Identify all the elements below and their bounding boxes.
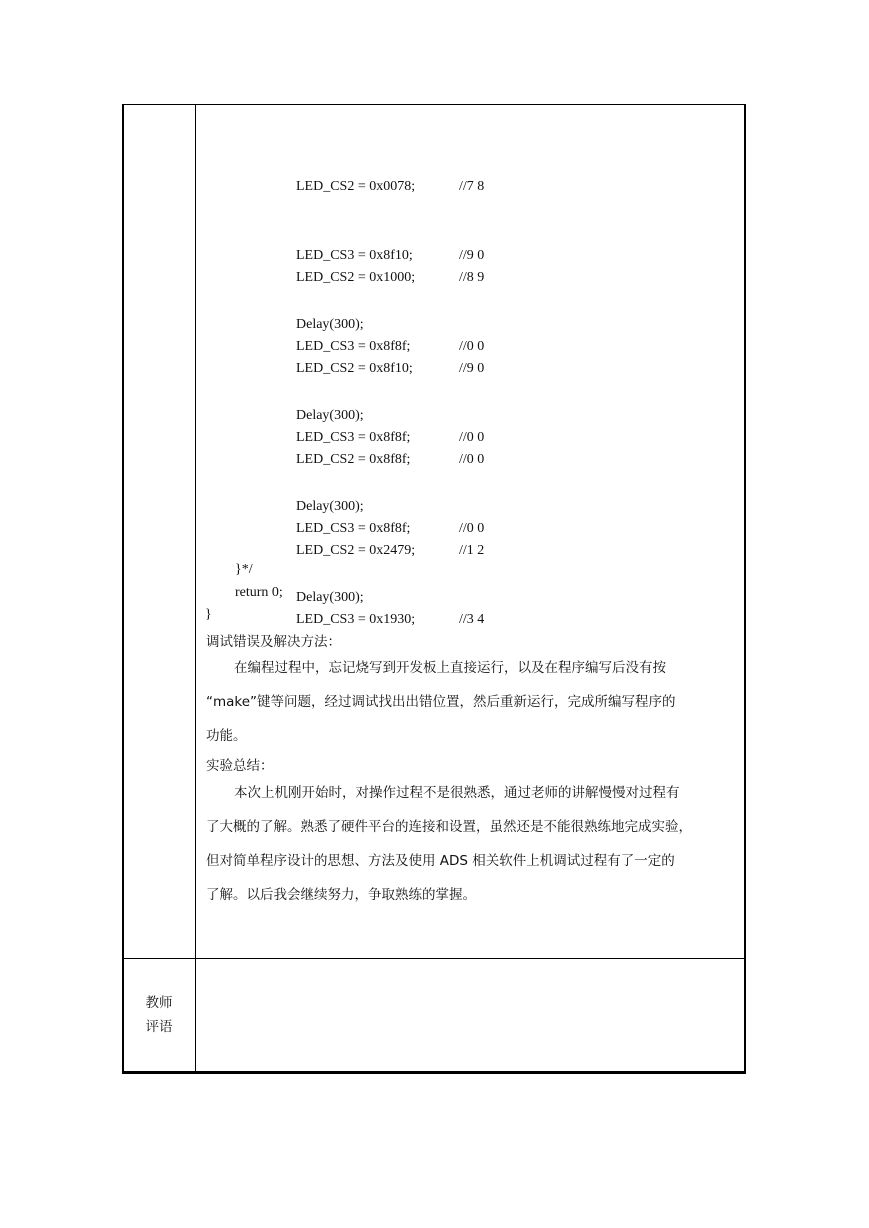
paragraph-line: 了解。以后我会继续努力，争取熟练的掌握。 bbox=[206, 887, 476, 903]
teacher-comment-label: 教师 评语 bbox=[145, 995, 173, 1035]
code-line: LED_CS3 = 0x8f8f; //0 0 bbox=[296, 339, 485, 354]
code-line: LED_CS2 = 0x8f8f; //0 0 bbox=[296, 452, 485, 467]
code-line: LED_CS3 = 0x8f8f; //0 0 bbox=[296, 430, 485, 445]
paragraph-line: 功能。 bbox=[206, 728, 247, 744]
summary-heading: 实验总结： bbox=[206, 758, 274, 774]
paragraph-line: 本次上机刚开始时，对操作过程不是很熟悉，通过老师的讲解慢慢对过程有 bbox=[234, 785, 680, 801]
debug-paragraph bbox=[206, 651, 736, 753]
return-statement: return 0; bbox=[235, 585, 283, 600]
code-line: LED_CS3 = 0x8f10; //9 0 bbox=[296, 248, 485, 263]
paragraph-line: 但对简单程序设计的思想、方法及使用 ADS 相关软件上机调试过程有了一定的 bbox=[206, 853, 675, 869]
code-line: LED_CS2 = 0x8f10; //9 0 bbox=[296, 361, 485, 376]
paragraph-line: 在编程过程中，忘记烧写到开发板上直接运行，以及在程序编写后没有按 bbox=[234, 660, 666, 676]
code-line: Delay(300); bbox=[296, 317, 364, 332]
debug-heading: 调试错误及解决方法： bbox=[206, 634, 341, 650]
code-line: LED_CS2 = 0x1000; //8 9 bbox=[296, 270, 485, 285]
row-divider bbox=[122, 958, 746, 959]
paragraph-line: “make”键等问题，经过调试找出出错位置，然后重新运行，完成所编写程序的 bbox=[206, 694, 676, 710]
comment-close: }*/ bbox=[235, 562, 253, 577]
code-line: LED_CS3 = 0x8f8f; //0 0 bbox=[296, 521, 485, 536]
code-line: LED_CS3 = 0x1930; //3 4 bbox=[296, 612, 485, 627]
code-line: LED_CS2 = 0x0078; //7 8 bbox=[296, 179, 485, 194]
code-line: Delay(300); bbox=[296, 408, 364, 423]
column-divider bbox=[195, 104, 196, 1072]
closing-brace: } bbox=[205, 607, 212, 622]
teacher-comment-content bbox=[206, 970, 736, 1066]
code-line: Delay(300); bbox=[296, 499, 364, 514]
code-line: Delay(300); bbox=[296, 590, 364, 605]
summary-paragraph bbox=[206, 776, 736, 912]
paragraph-line: 了大概的了解。熟悉了硬件平台的连接和设置，虽然还是不能很熟练地完成实验， bbox=[206, 819, 692, 835]
code-line: LED_CS2 = 0x2479; //1 2 bbox=[296, 543, 485, 558]
